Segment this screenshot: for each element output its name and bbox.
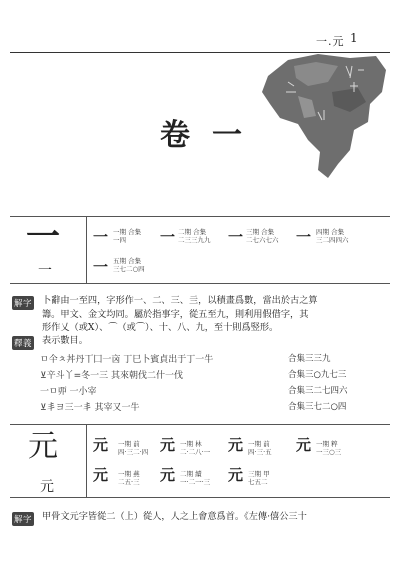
example-source: 合集三七二○四 <box>288 402 347 412</box>
form-caption: 五期 合集 三七二○四 <box>113 257 145 273</box>
explain-tag: 解字 <box>12 296 34 310</box>
headword-kaishu: 元 <box>40 479 54 495</box>
form-caption: 三期 甲 七五二 <box>248 470 270 486</box>
headword-kaishu: 一 <box>38 263 52 279</box>
form-caption: 二期 續 一·二一·三 <box>180 470 211 486</box>
example-inscription: 一ㅁ丣 一小宰 <box>40 387 97 397</box>
oracle-form-glyph: 元 <box>93 466 109 484</box>
oracle-form-glyph: 一 <box>228 228 244 246</box>
running-header-title: 一.元 <box>316 35 345 48</box>
example-source: 合集三○九七三 <box>288 370 347 380</box>
form-caption: 一期 燕 二五·三 <box>118 470 140 486</box>
form-caption: 四期 合集 三二四四六 <box>316 228 349 244</box>
form-caption: 一期 林 二·二八·一 <box>180 440 211 456</box>
oracle-form-glyph: 元 <box>160 466 176 484</box>
form-caption: 一期 前 四·三二·四 <box>118 440 149 456</box>
form-caption: 三期 合集 二七六七六 <box>246 228 279 244</box>
oracle-form-glyph: 元 <box>93 436 109 454</box>
oracle-form-glyph: 一 <box>160 228 176 246</box>
entry-divider <box>86 424 87 497</box>
page-number: 1 <box>350 31 358 45</box>
form-caption: 一期 前 四·三·五 <box>248 440 272 456</box>
example-inscription: ⊻䇂斗丫=冬一三 其來朝伐二什一伐 <box>40 371 183 381</box>
oracle-form-glyph: 一 <box>93 258 109 276</box>
explain-tag: 解字 <box>12 512 34 526</box>
explanation-text: 卜辭由一至四，字形作一、二、三、亖，以積畫爲數，當出於古之算 籌。甲文、金文均同。屬於指事字，從五至九，則利用假借字，其 形作乂（或X）、⌒（或⌒）、十、八、九，至十則爲竪形。 <box>42 295 318 333</box>
entry-bottom-rule <box>10 283 390 284</box>
form-caption: 一期 合集 一四 <box>113 228 142 244</box>
chapter-title: 卷一 <box>160 118 264 153</box>
form-caption: 二期 合集 二三三九九 <box>178 228 211 244</box>
example-source: 合集三二七四六 <box>288 386 348 396</box>
entry-bottom-rule <box>10 497 390 498</box>
oracle-form-glyph: 元 <box>160 436 176 454</box>
oracle-form-glyph: 元 <box>228 436 244 454</box>
headword-glyph: 元 <box>28 429 58 464</box>
example-inscription: ⊻丯ヨ三一丯 其宰又一牛 <box>40 403 140 413</box>
oracle-form-glyph: 一 <box>296 228 312 246</box>
example-source: 合集三三九 <box>288 354 331 364</box>
meaning-text: 表示數目。 <box>42 335 88 346</box>
meaning-tag: 釋義 <box>12 336 34 350</box>
entry-top-rule <box>10 424 390 425</box>
example-inscription: ㅁ仐ㅊ丼丹丅囗一㐫 丁巳卜賓貞出于丁一牛 <box>40 355 214 365</box>
entry-top-rule <box>10 216 390 217</box>
oracle-bone-rubbing-image <box>258 52 390 182</box>
form-caption: 一期 粹 一三○三 <box>316 440 342 456</box>
explanation-text: 甲骨文元字皆從二（上）從人，人之上會意爲首。《左傳·僖公三十 <box>42 511 307 522</box>
headword-glyph: 一 <box>26 217 60 257</box>
oracle-form-glyph: 一 <box>93 228 109 246</box>
oracle-form-glyph: 元 <box>296 436 312 454</box>
oracle-form-glyph: 元 <box>228 466 244 484</box>
entry-divider <box>86 216 87 283</box>
